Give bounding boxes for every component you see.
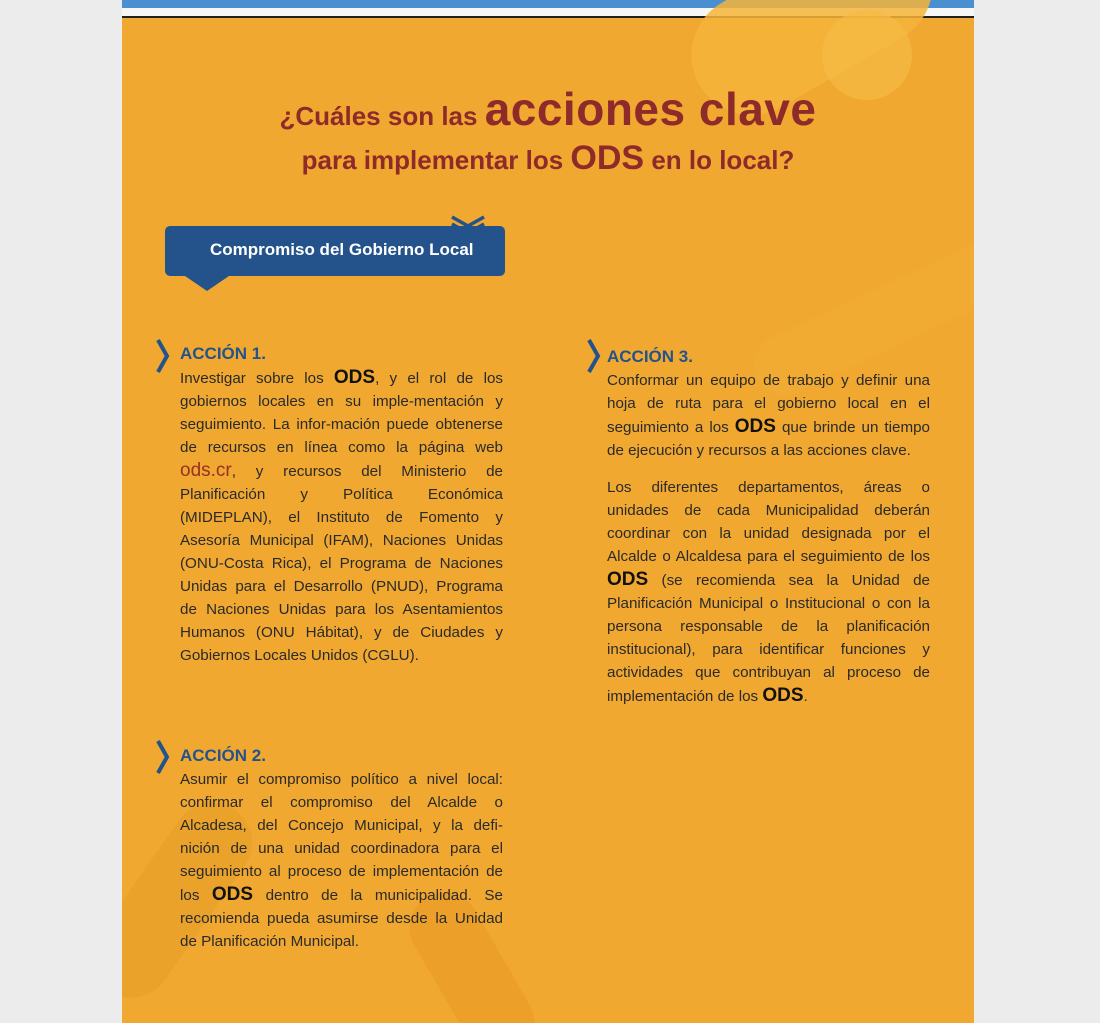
ods-keyword: ODS — [762, 685, 804, 706]
chevron-right-icon — [585, 336, 601, 376]
banner-label: Compromiso del Gobierno Local — [210, 240, 474, 259]
text-span: , y recursos del Ministerio de Planificación y Política Económica (MIDEPLAN), el Instituto de Fomento y Asesoría Municipal (IFAM), Naciones Unidas (ONU-Costa Rica), el Programa de Naciones Unidas para el Desarrollo (PNUD), Programa de Naciones Unidas para los Asentamientos Humanos (ONU Hábitat), y de Ciudades y Gobiernos Locales Unidos (CGLU). — [180, 463, 503, 664]
text-span: , y el rol de los gobiernos locales en su imple-mentación y seguimiento. La infor-mación puede obtenerse de recursos en línea como la página web — [180, 370, 503, 456]
title-emphasis: acciones clave — [484, 83, 817, 135]
title-text: ¿Cuáles son las — [279, 101, 485, 131]
text-span: Asumir el compromiso político a nivel local: confirmar el compromiso del Alcalde o Alcadesa, del Concejo Municipal, y la defi-nición de una unidad coordinadora para el seguimiento al proceso de implementación de los — [180, 771, 503, 904]
text-span: (se recomienda sea la Unidad de Planificación Municipal o Institucional o con la persona responsable de la planificación institucional), para identificar funciones y actividades que contribuyan al proceso de implementación de los — [607, 572, 930, 705]
accion-3-block — [607, 345, 930, 708]
title-text: para implementar los — [301, 145, 571, 175]
title-emphasis: ODS — [570, 139, 645, 177]
document-page — [122, 0, 974, 1023]
accion-2-heading: ACCIÓN 2. — [180, 746, 266, 765]
accion-3-text — [607, 369, 930, 462]
paragraph-gap — [607, 462, 930, 476]
accion-2-block — [180, 744, 503, 953]
ods-keyword: ODS — [333, 367, 376, 388]
ods-keyword: ODS — [734, 416, 776, 437]
chevron-right-icon — [154, 737, 170, 777]
text-span: . — [803, 688, 808, 705]
accion-1-heading: ACCIÓN 1. — [180, 344, 266, 363]
double-chevron-icon — [448, 214, 488, 236]
text-span: que brinde un tiempo de ejecución y recursos a las acciones clave. — [607, 419, 930, 459]
page-title-line2 — [122, 138, 974, 180]
text-span: Investigar sobre los — [180, 370, 334, 387]
accion-2-text — [180, 768, 503, 953]
banner-notch — [185, 276, 229, 291]
accion-3-paragraph-2 — [607, 476, 930, 708]
ods-cr-link[interactable]: ods.cr — [180, 460, 232, 481]
text-span: Los diferentes departamentos, áreas o unidades de cada Municipalidad deberán coordinar con la unidad designada por el Alcalde o Alcaldesa para el seguimiento de los — [607, 479, 930, 565]
text-span: dentro de la municipalidad. Se recomienda pueda asumirse desde la Unidad de Planificación Municipal. — [180, 887, 503, 950]
ods-keyword: ODS — [211, 884, 254, 905]
accion-3-heading: ACCIÓN 3. — [607, 347, 693, 366]
accion-1-block — [180, 342, 503, 667]
chevron-right-icon — [154, 336, 170, 376]
accion-1-text — [180, 366, 503, 667]
ods-keyword: ODS — [607, 569, 649, 590]
text-span: Conformar un equipo de trabajo y definir una hoja de ruta para el gobierno local en el seguimiento a los — [607, 372, 930, 436]
title-text: en lo local? — [644, 145, 795, 175]
page-title-line1 — [122, 82, 974, 143]
